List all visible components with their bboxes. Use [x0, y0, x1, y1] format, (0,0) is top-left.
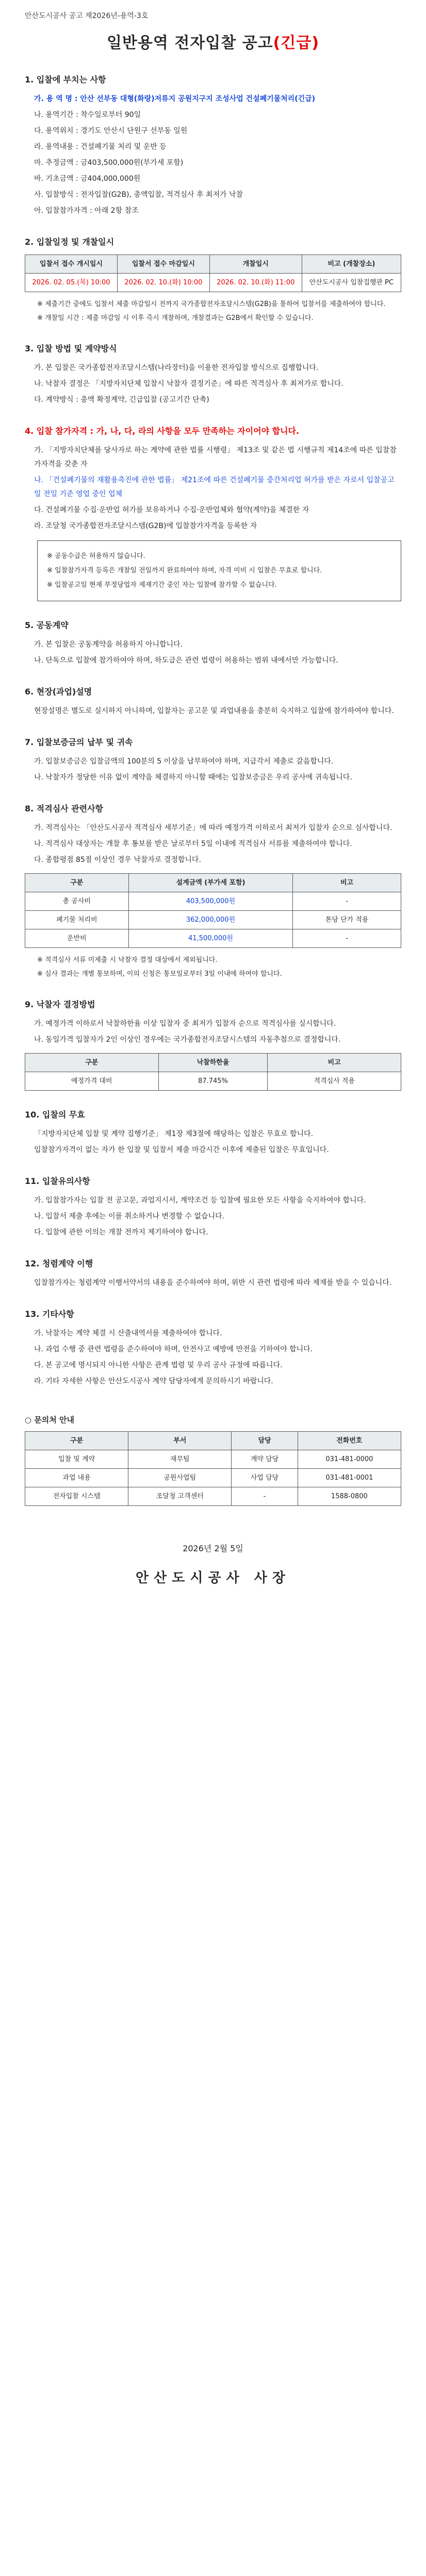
service-name: 가. 용 역 명 : 안산 선부동 대형(화랑)저류지 공원지구지 조성사업 건설폐기물처리(긴급): [34, 95, 316, 103]
qualification-item: 나. 「건설폐기물의 재활용촉진에 관한 법률」 제21조에 따른 건설폐기물 중간처리업 허가를 받은 자로서 입찰공고일 전일 기준 영업 중인 업체: [34, 476, 395, 498]
cost-header: 설계금액 (부가세 포함): [128, 874, 293, 892]
schedule-cell: 2026. 02. 05.(목) 10:00: [25, 274, 118, 292]
contact-cell: 재무팀: [128, 1450, 232, 1469]
page-title: [25, 30, 401, 53]
qualification-box-line: ※ 공동수급은 허용하지 않습니다.: [47, 552, 145, 560]
cost-cell: -: [293, 892, 401, 911]
title-main: 일반용역 전자입찰 공고: [106, 34, 273, 52]
section-3-heading: 3. 입찰 방법 및 계약방식: [25, 344, 117, 353]
deposit-line: 가. 입찰보증금은 입찰금액의 100분의 5 이상을 납부하여야 하며, 지급각서 제출로 갈음합니다.: [34, 757, 334, 766]
contact-table: [25, 1431, 401, 1506]
joint-contract-line: 나. 단독으로 입찰에 참가하여야 하며, 하도급은 관련 법령이 허용하는 범위 내에서만 가능합니다.: [34, 656, 338, 665]
schedule-note: ※ 개찰일 시간 : 제출 마감일 시 이후 즉시 개찰하며, 개찰결과는 G2B에서 확인할 수 있습니다.: [37, 314, 314, 322]
award-header: 구분: [25, 1054, 159, 1072]
notice-number: 안산도시공사 공고 제2026년-용역-3호: [25, 12, 149, 20]
misc-line: 나. 과업 수행 중 관련 법령을 준수하여야 하며, 안전사고 예방에 만전을 기하여야 합니다.: [34, 1345, 313, 1353]
misc-line: 가. 낙찰자는 계약 체결 시 산출내역서를 제출하여야 합니다.: [34, 1329, 222, 1337]
notice-page: [25, 10, 401, 1586]
estimated-amount: 마. 추정금액 : 금403,500,000원(부가세 포함): [34, 159, 184, 167]
award-cell: 적격심사 적용: [268, 1072, 401, 1091]
contact-cell: 과업 내용: [25, 1469, 128, 1487]
section-1-heading: 1. 입찰에 부치는 사항: [25, 75, 106, 84]
schedule-cell: 안산도시공사 입찰집행관 PC: [302, 274, 401, 292]
section-11-heading: 11. 입찰유의사항: [25, 1176, 90, 1186]
service-location: 다. 용역위치 : 경기도 안산시 단원구 선부동 일원: [34, 127, 188, 135]
qualification-box: [37, 540, 401, 601]
award-rate-table: [25, 1053, 401, 1091]
bidding-method: 사. 입찰방식 : 전자입찰(G2B), 총액입찰, 적격심사 후 최저가 낙찰: [34, 191, 243, 199]
cost-header: 비고: [293, 874, 401, 892]
qualification-box-line: ※ 입찰공고일 현재 부정당업자 제재기간 중인 자는 입찰에 참가할 수 없습니다.: [47, 581, 277, 589]
cost-cell: 403,500,000원: [128, 892, 293, 911]
schedule-header: 비고 (개찰장소): [302, 255, 401, 274]
contact-header: 구분: [25, 1432, 128, 1450]
method-line: 가. 본 입찰은 국가종합전자조달시스템(나라장터)을 이용한 전자입찰 방식으로 집행합니다.: [34, 364, 319, 372]
title-urgent: (긴급): [273, 34, 320, 52]
schedule-header: 개찰일시: [209, 255, 302, 274]
cost-cell: 폐기물 처리비: [25, 911, 129, 929]
award-cell: 87.745%: [158, 1072, 268, 1091]
contact-cell: 1588-0800: [298, 1487, 401, 1506]
award-header: 낙찰하한율: [158, 1054, 268, 1072]
schedule-cell: 2026. 02. 10.(화) 10:00: [117, 274, 209, 292]
cost-table: [25, 873, 401, 948]
caution-line: 다. 입찰에 관한 이의는 개찰 전까지 제기하여야 합니다.: [34, 1228, 208, 1236]
qualification-box-line: ※ 입찰참가자격 등록은 개찰일 전일까지 완료하여야 하며, 자격 미비 시 입찰은 무효로 합니다.: [47, 567, 322, 574]
contact-cell: 031-481-0000: [298, 1450, 401, 1469]
contact-header: 부서: [128, 1432, 232, 1450]
invalid-line: 입찰참가자격이 없는 자가 한 입찰 및 입찰서 제출 마감시간 이후에 제출된 입찰은 무효입니다.: [34, 1146, 329, 1154]
evaluation-note: ※ 적격심사 서류 미제출 시 낙찰자 결정 대상에서 제외됩니다.: [37, 956, 218, 964]
cost-cell: 총 공사비: [25, 892, 129, 911]
contact-cell: 사업 담당: [232, 1469, 298, 1487]
contact-cell: -: [232, 1487, 298, 1506]
contact-cell: 입찰 및 계약: [25, 1450, 128, 1469]
misc-line: 다. 본 공고에 명시되지 아니한 사항은 관계 법령 및 우리 공사 규정에 따릅니다.: [34, 1361, 283, 1369]
cost-cell: -: [293, 929, 401, 948]
award-line: 가. 예정가격 이하로서 낙찰하한율 이상 입찰자 중 최저가 입찰자 순으로 적격심사를 실시합니다.: [34, 1020, 336, 1028]
contact-title: ○ 문의처 안내: [25, 1415, 74, 1425]
contact-header: 담당: [232, 1432, 298, 1450]
evaluation-line: 나. 적격심사 대상자는 개찰 후 통보를 받은 날로부터 5일 이내에 적격심사 서류를 제출하여야 합니다.: [34, 840, 352, 848]
section-6-heading: 6. 현장(과업)설명: [25, 687, 92, 697]
schedule-header: 입찰서 접수 개시일시: [25, 255, 118, 274]
contact-cell: 계약 담당: [232, 1450, 298, 1469]
cost-header: 구분: [25, 874, 129, 892]
evaluation-note: ※ 심사 결과는 개별 통보하며, 이의 신청은 통보일로부터 3일 이내에 하여야 합니다.: [37, 970, 282, 978]
cost-cell: 41,500,000원: [128, 929, 293, 948]
service-period: 나. 용역기간 : 착수일로부터 90일: [34, 111, 141, 119]
deposit-line: 나. 낙찰자가 정당한 이유 없이 계약을 체결하지 아니할 때에는 입찰보증금은 우리 공사에 귀속됩니다.: [34, 773, 352, 782]
caution-line: 가. 입찰참가자는 입찰 전 공고문, 과업지시서, 계약조건 등 입찰에 필요한 모든 사항을 숙지하여야 합니다.: [34, 1196, 366, 1205]
qualification-item: 가. 「지방자치단체를 당사자로 하는 계약에 관한 법률 시행령」 제13조 및 같은 법 시행규칙 제14조에 따른 입찰참가자격을 갖춘 자: [34, 446, 397, 468]
qualification-item: 다. 건설폐기물 수집·운반업 허가를 보유하거나 수집·운반업체와 협약(계약)을 체결한 자: [34, 506, 309, 514]
issuing-organization: 안산도시공사 사장: [136, 1570, 290, 1586]
contact-cell: 조달청 고객센터: [128, 1487, 232, 1506]
schedule-header: 입찰서 접수 마감일시: [117, 255, 209, 274]
contact-cell: 전자입찰 시스템: [25, 1487, 128, 1506]
section-8-heading: 8. 적격심사 관련사항: [25, 804, 103, 814]
cost-cell: 362,000,000원: [128, 911, 293, 929]
evaluation-line: 다. 종합평점 85점 이상인 경우 낙찰자로 결정합니다.: [34, 856, 201, 864]
schedule-table: [25, 255, 401, 292]
schedule-note: ※ 제출기간 중에도 입찰서 제출 마감일시 전까지 국가종합전자조달시스템(G2B)을 통하여 입찰서를 제출하여야 합니다.: [37, 300, 386, 308]
contact-header: 전화번호: [298, 1432, 401, 1450]
site-briefing-line: 현장설명은 별도로 실시하지 아니하며, 입찰자는 공고문 및 과업내용을 충분히 숙지하고 입찰에 참가하여야 합니다.: [34, 707, 394, 715]
section-10-heading: 10. 입찰의 무효: [25, 1110, 85, 1120]
method-line: 다. 계약방식 : 총액 확정계약, 긴급입찰 (공고기간 단축): [34, 396, 209, 404]
award-line: 나. 동일가격 입찰자가 2인 이상인 경우에는 국가종합전자조달시스템의 자동추첨으로 결정합니다.: [34, 1036, 341, 1044]
qualification-item: 라. 조달청 국가종합전자조달시스템(G2B)에 입찰참가자격을 등록한 자: [34, 522, 257, 530]
notice-date: 2026년 2월 5일: [183, 1544, 243, 1553]
contact-cell: 031-481-0001: [298, 1469, 401, 1487]
section-2-heading: 2. 입찰일정 및 개찰일시: [25, 237, 114, 247]
section-4-heading: 4. 입찰 참가자격 : 가, 나, 다, 라의 사항을 모두 만족하는 자이어야 합니다.: [25, 426, 300, 436]
contact-cell: 공원사업팀: [128, 1469, 232, 1487]
award-header: 비고: [268, 1054, 401, 1072]
award-cell: 예정가격 대비: [25, 1072, 159, 1091]
cost-cell: 운반비: [25, 929, 129, 948]
misc-line: 라. 기타 자세한 사항은 안산도시공사 계약 담당자에게 문의하시기 바랍니다.: [34, 1377, 273, 1385]
section-5-heading: 5. 공동계약: [25, 620, 69, 630]
evaluation-line: 가. 적격심사는 「안산도시공사 적격심사 세부기준」에 따라 예정가격 이하로서 최저가 입찰자 순으로 심사합니다.: [34, 824, 392, 832]
joint-contract-line: 가. 본 입찰은 공동계약을 허용하지 아니합니다.: [34, 640, 183, 649]
section-12-heading: 12. 청렴계약 이행: [25, 1259, 93, 1268]
method-line: 나. 낙찰자 결정은 「지방자치단체 입찰시 낙찰자 결정기준」에 따른 적격심사 후 최저가로 합니다.: [34, 380, 343, 388]
base-amount: 바. 기초금액 : 금404,000,000원: [34, 175, 141, 183]
invalid-line: 「지방자치단체 입찰 및 계약 집행기준」 제1장 제3절에 해당하는 입찰은 무효로 합니다.: [34, 1130, 314, 1138]
qualification-ref: 아. 입찰참가자격 : 아래 2항 참조: [34, 207, 139, 215]
cost-cell: 톤당 단가 적용: [293, 911, 401, 929]
service-content: 라. 용역내용 : 건설폐기물 처리 및 운반 등: [34, 143, 167, 151]
section-7-heading: 7. 입찰보증금의 납부 및 귀속: [25, 737, 133, 747]
section-13-heading: 13. 기타사항: [25, 1309, 74, 1319]
integrity-line: 입찰참가자는 청렴계약 이행서약서의 내용을 준수하여야 하며, 위반 시 관련 법령에 따라 제재를 받을 수 있습니다.: [34, 1279, 392, 1287]
caution-line: 나. 입찰서 제출 후에는 이를 취소하거나 변경할 수 없습니다.: [34, 1212, 225, 1221]
section-9-heading: 9. 낙찰자 결정방법: [25, 999, 95, 1009]
schedule-cell: 2026. 02. 10.(화) 11:00: [209, 274, 302, 292]
